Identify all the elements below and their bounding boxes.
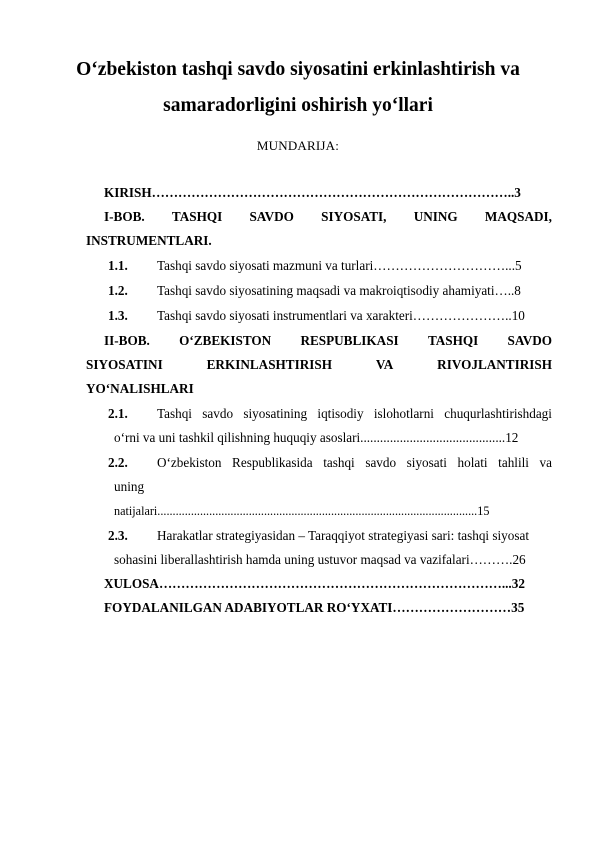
toc-item-2-3: Harakatlar strategiyasidan – Taraqqiyot strategiyasi sari: tashqi siyosat — [157, 528, 530, 543]
item-word: islohotlarni — [373, 406, 434, 421]
toc-entry-adabiyotlar: FOYDALANILGAN ADABIYOTLAR RO‘YXATI………………………35 — [104, 600, 525, 615]
item-word: iqtisodiy — [317, 406, 364, 421]
toc-item-1-3: Tashqi savdo siyosati instrumentlari va xarakteri…………………..10 — [157, 308, 525, 323]
toc-heading: MUNDARIJA: — [256, 138, 340, 153]
item-word: savdo — [202, 406, 234, 421]
title-line-2: samaradorligini oshirish yo‘llari — [163, 95, 433, 116]
item-word: savdo — [365, 455, 397, 470]
toc-item-1-1: Tashqi savdo siyosati mazmuni va turlari…………………………...5 — [157, 258, 522, 273]
toc-chapter-1-heading — [104, 207, 552, 227]
item-word: tahlili — [498, 455, 529, 470]
chapter-1-word: TASHQI — [171, 209, 223, 224]
chapter-2-word: II-BOB. — [104, 333, 150, 348]
chapter-2-word: SIYOSATINI — [86, 357, 163, 372]
chapter-2-word: ERKINLASHTIRISH — [206, 357, 332, 372]
toc-item-2-2 — [157, 453, 552, 473]
chapter-1-word: SAVDO — [249, 209, 294, 224]
toc-entry-xulosa: XULOSA……………………………………………………………………...32 — [104, 576, 525, 591]
item-word: Respublikasida — [232, 455, 313, 470]
toc-item-number: 2.2. — [108, 455, 128, 470]
item-word: siyosatining — [243, 406, 308, 421]
toc-chapter-1-heading-cont: INSTRUMENTLARI. — [86, 233, 212, 248]
toc-item-number: 1.3. — [108, 308, 128, 323]
toc-item-2-3-cont: sohasini liberallashtirish hamda uning ustuvor maqsad va vazifalari……….26 — [114, 552, 526, 567]
title-line-1: O‘zbekiston tashqi savdo siyosatini erkinlashtirish va — [76, 59, 520, 80]
chapter-2-word: RESPUBLIKASI — [300, 333, 399, 348]
toc-item-2-2-cont-2: natijalari.........................................................................................................15 — [114, 504, 490, 518]
item-word: tashqi — [323, 455, 355, 470]
chapter-2-word: SAVDO — [507, 333, 552, 348]
toc-item-2-1-cont: o‘rni va uni tashkil qilishning huquqiy asoslari............................................12 — [114, 430, 519, 445]
toc-chapter-2-heading-cont: YO‘NALISHLARI — [86, 381, 194, 396]
toc-entry-kirish: KIRISH………………………………………………………………………..3 — [104, 185, 521, 200]
toc-item-number: 1.1. — [108, 258, 128, 273]
chapter-2-word: VA — [375, 357, 394, 372]
item-word: siyosati — [406, 455, 447, 470]
item-word: holati — [457, 455, 488, 470]
toc-item-2-1 — [157, 404, 552, 424]
document-title — [60, 52, 536, 124]
toc-chapter-2-heading-line-2 — [86, 355, 552, 375]
toc-item-2-2-cont-1: uning — [114, 479, 145, 494]
toc-chapter-2-heading — [104, 331, 552, 351]
item-word: va — [539, 455, 552, 470]
chapter-1-word: I-BOB. — [104, 209, 145, 224]
chapter-2-word: TASHQI — [427, 333, 479, 348]
toc-item-number: 1.2. — [108, 283, 128, 298]
toc-item-1-2: Tashqi savdo siyosatining maqsadi va makroiqtisodiy ahamiyati…..8 — [157, 283, 521, 298]
item-word: chuqurlashtirishdagi — [444, 406, 552, 421]
chapter-1-word: UNING — [413, 209, 458, 224]
chapter-1-word: SIYOSATI, — [321, 209, 387, 224]
item-word: O‘zbekiston — [157, 455, 222, 470]
item-word: Tashqi — [157, 406, 192, 421]
toc-item-number: 2.3. — [108, 528, 128, 543]
chapter-2-word: RIVOJLANTIRISH — [437, 357, 552, 372]
chapter-2-word: O‘ZBEKISTON — [179, 333, 272, 348]
toc-item-number: 2.1. — [108, 406, 128, 421]
chapter-1-word: MAQSADI, — [484, 209, 552, 224]
